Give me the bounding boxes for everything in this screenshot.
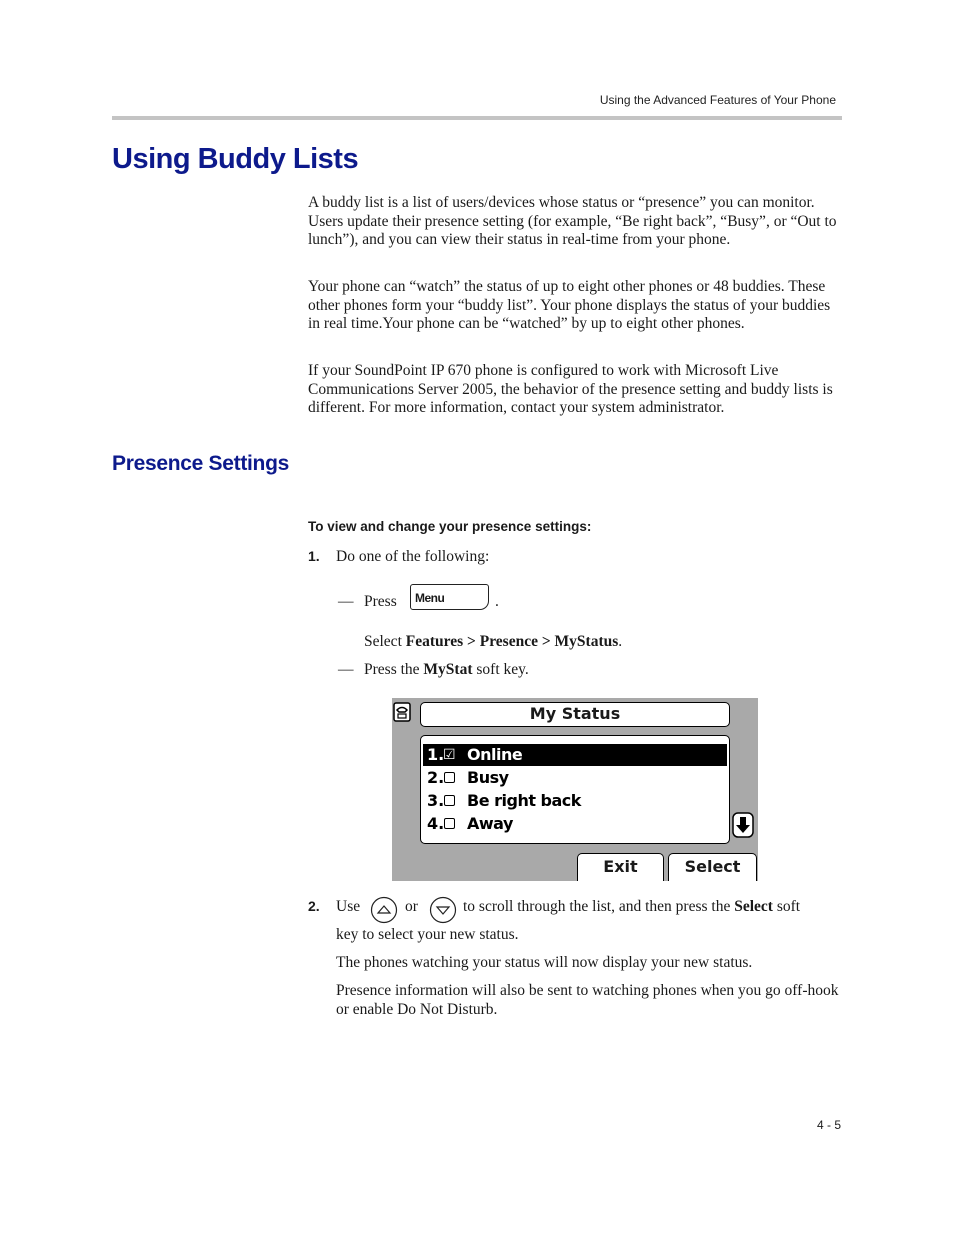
checked-box-icon: ☑ — [443, 747, 456, 763]
status-item-be-right-back[interactable]: 3. Be right back — [427, 791, 581, 810]
unchecked-box-icon — [444, 795, 455, 806]
menu-key-icon: Menu — [410, 584, 489, 610]
paragraph-watch: Your phone can “watch” the status of up to eight other phones or 48 buddies. These other phones form your “buddy list”. Your phone displays the status of your buddies in real time.Your phone can be “watched” by up to eight other phones. — [308, 278, 831, 333]
phone-screen — [392, 698, 758, 881]
step-2-use: Use — [336, 898, 361, 915]
step-2-rest-b: soft — [776, 898, 801, 915]
option-1-press: Press — [364, 593, 397, 610]
select-softkey[interactable]: Select — [668, 853, 757, 881]
unchecked-box-icon — [444, 818, 455, 829]
header-rule — [112, 116, 842, 120]
section-title: Using Buddy Lists — [112, 143, 359, 175]
page-number: 4 - 5 — [816, 1118, 841, 1132]
step-1-number: 1. — [308, 548, 320, 564]
step-2-note-1: The phones watching your status will now display your new status. — [336, 954, 753, 971]
step-2-line-1 — [463, 898, 800, 917]
option-2-suffix: soft key. — [476, 661, 529, 678]
scroll-down-icon — [732, 812, 754, 838]
running-header: Using the Advanced Features of Your Phone — [599, 93, 836, 107]
procedure-title: To view and change your presence settings: — [308, 519, 592, 534]
select-key-label: Select — [734, 898, 773, 915]
subsection-title: Presence Settings — [112, 452, 289, 475]
step-2-or: or — [405, 898, 418, 915]
status-item-away[interactable]: 4. Away — [427, 814, 513, 833]
mystat-key-label: MyStat — [423, 661, 473, 678]
select-prefix: Select — [364, 633, 402, 650]
status-item-online[interactable]: 1. ☑ Online — [423, 744, 727, 766]
option-1-period: . — [495, 593, 499, 610]
exit-softkey[interactable]: Exit — [577, 853, 664, 881]
step-1-text: Do one of the following: — [336, 548, 490, 565]
down-arrow-key-icon — [429, 896, 457, 924]
step-2-number: 2. — [308, 898, 320, 914]
select-path: Features > Presence > MyStatus — [405, 633, 619, 650]
handset-icon — [393, 702, 411, 722]
up-arrow-key-icon — [370, 896, 398, 924]
option-1-dash: — — [338, 593, 354, 610]
status-list — [420, 735, 730, 844]
status-item-busy[interactable]: 2. Busy — [427, 768, 509, 787]
select-path-line — [364, 633, 622, 652]
unchecked-box-icon — [444, 772, 455, 783]
paragraph-lcs: If your SoundPoint IP 670 phone is configured to work with Microsoft Live Communications Server 2005, the behavior of the presence setting and buddy lists is different. For more information, contact your system administrator. — [308, 362, 833, 417]
option-2-prefix: Press the — [364, 661, 420, 678]
select-suffix: . — [618, 633, 623, 650]
paragraph-intro: A buddy list is a list of users/devices whose status or “presence” you can monitor. Users update their presence setting (for example, “Be right back”, “Busy”, or “Out to lunch”), and you can view their status in real-time from your phone. — [308, 194, 837, 249]
option-2-dash: — — [338, 661, 354, 678]
screen-title: My Status — [420, 702, 730, 727]
option-2-line — [364, 661, 529, 680]
step-2-line-2: key to select your new status. — [336, 926, 519, 943]
step-2-rest-a: to scroll through the list, and then press the — [463, 898, 731, 915]
step-2-note-2: Presence information will also be sent to watching phones when you go off-hook or enable Do Not Disturb. — [336, 982, 839, 1018]
